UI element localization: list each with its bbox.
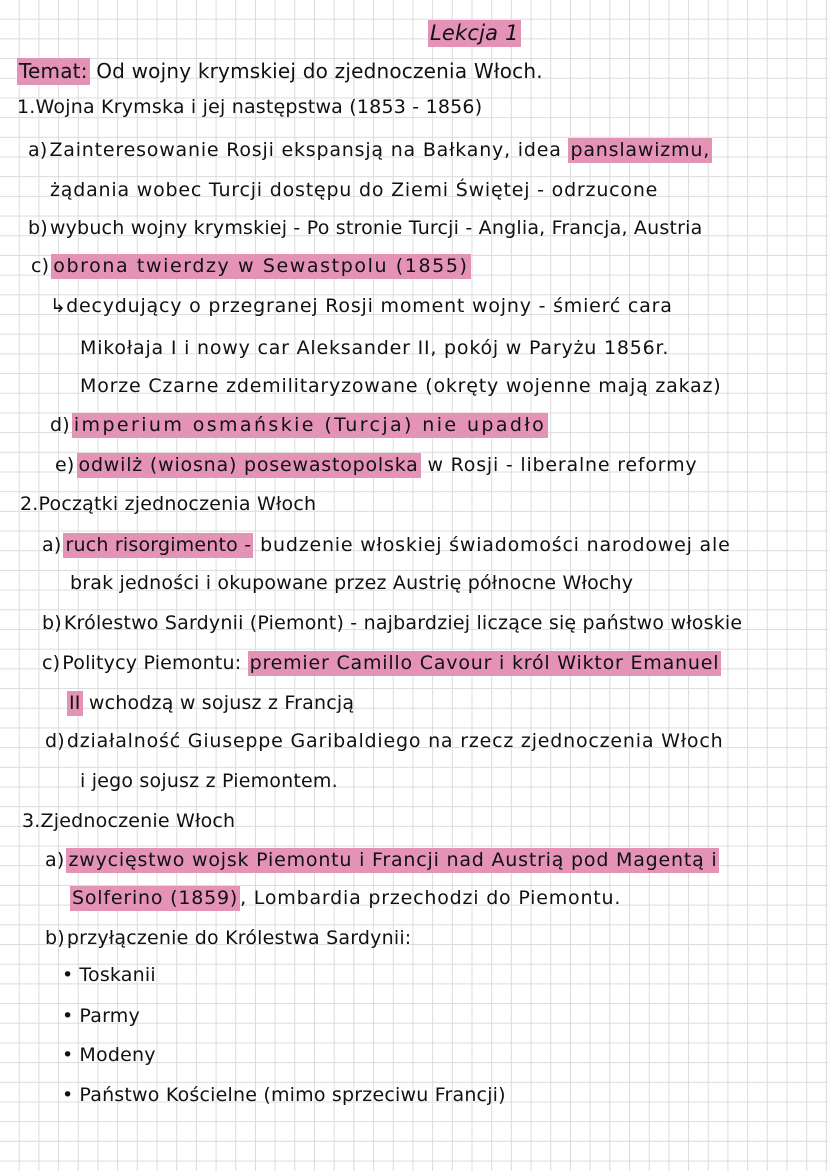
bullet-text: Państwo Kościelne (mimo sprzeciwu Francji) [79, 1084, 506, 1106]
section-3-heading: 3.Zjednoczenie Włoch [22, 810, 236, 832]
item-prefix: a) [45, 849, 65, 871]
item-highlight: premier Camillo Cavour i król Wiktor Emanuel [249, 652, 720, 674]
bullet-item [62, 962, 156, 990]
bullet-icon: • [62, 1084, 74, 1106]
bullet-item [62, 1082, 506, 1110]
item-highlight: ruch risorgimento - [65, 534, 252, 556]
section-1-item-e [55, 452, 697, 480]
item-prefix: a) [42, 534, 62, 556]
item-highlight: odwilż (wiosna) posewastopolska [78, 454, 419, 476]
sub-text: decydujący o przegranej Rosji moment wojny - śmierć cara [66, 295, 673, 317]
item-highlight: Solferino (1859) [72, 887, 239, 909]
section-1-item-c-sub-2: Mikołaja I i nowy car Aleksander II, pokój w Paryżu 1856r. [80, 337, 670, 359]
item-highlight: imperium osmańskie (Turcja) nie upadło [73, 414, 547, 436]
lesson-title [428, 20, 521, 48]
bullet-item [62, 1042, 156, 1070]
section-2-item-b [42, 610, 742, 638]
bullet-text: Parmy [79, 1005, 140, 1027]
topic-label: Temat: [19, 59, 88, 83]
section-3-item-b [45, 925, 411, 953]
bullet-icon: • [62, 964, 74, 986]
item-highlight: panslawizmu, [570, 139, 711, 161]
item-text: Politycy Piemontu: [62, 652, 248, 674]
lesson-title-highlight: Lekcja 1 [430, 21, 519, 45]
item-prefix: b) [28, 217, 48, 239]
arrow-icon: ↳ [50, 295, 67, 317]
item-highlight: zwycięstwo wojsk Piemontu i Francji nad Austrią pod Magentą i [68, 849, 718, 871]
item-prefix: e) [55, 454, 75, 476]
section-1-item-b [28, 215, 702, 243]
bullet-text: Toskanii [79, 964, 156, 986]
section-3-item-a-continuation [70, 885, 621, 913]
section-1-item-c [31, 253, 471, 281]
topic-line [17, 58, 543, 86]
item-highlight: obrona twierdzy w Sewastpolu (1855) [53, 255, 469, 277]
bullet-icon: • [62, 1044, 74, 1066]
item-prefix: d) [45, 730, 65, 752]
item-text: wchodzą w sojusz z Francją [82, 692, 355, 714]
item-prefix: c) [42, 652, 61, 674]
item-prefix: a) [28, 139, 48, 161]
section-1-item-a [28, 137, 712, 165]
section-2-item-c [42, 650, 721, 678]
section-2-item-a [42, 532, 731, 560]
bullet-item [62, 1003, 140, 1031]
section-1-heading: 1.Wojna Krymska i jej następstwa (1853 - 1856) [17, 96, 483, 118]
item-prefix: c) [31, 255, 50, 277]
bullet-icon: • [62, 1005, 74, 1027]
item-text: wybuch wojny krymskiej - Po stronie Turcji - Anglia, Francja, Austria [49, 217, 703, 239]
item-text: działalność Giuseppe Garibaldiego na rzecz zjednoczenia Włoch [66, 730, 724, 752]
section-1-item-d [50, 412, 548, 440]
section-2-item-a-continuation: brak jedności i okupowane przez Austrię północne Włochy [70, 572, 634, 594]
section-2-item-d [45, 728, 723, 756]
item-prefix: b) [42, 612, 62, 634]
section-1-item-a-continuation: żądania wobec Turcji dostępu do Ziemi Świętej - odrzucone [50, 179, 659, 201]
section-2-item-c-continuation [67, 690, 354, 718]
item-text: przyłączenie do Królestwa Sardynii: [66, 927, 412, 949]
section-2-item-d-continuation: i jego sojusz z Piemontem. [80, 770, 338, 792]
section-3-item-a [45, 847, 719, 875]
topic-text: Od wojny krymskiej do zjednoczenia Włoch. [89, 59, 543, 83]
item-text: Zainteresowanie Rosji ekspansją na Bałkany, idea [49, 139, 569, 161]
item-prefix: b) [45, 927, 65, 949]
item-text: , Lombardia przechodzi do Piemontu. [240, 887, 622, 909]
item-text: w Rosji - liberalne reformy [420, 454, 698, 476]
item-text: Królestwo Sardynii (Piemont) - najbardziej liczące się państwo włoskie [63, 612, 743, 634]
bullet-text: Modeny [79, 1044, 156, 1066]
section-1-item-c-sub-1 [50, 293, 673, 321]
item-text: budzenie włoskiej świadomości narodowej ale [253, 534, 731, 556]
section-2-heading: 2.Początki zjednoczenia Włoch [20, 493, 317, 515]
section-1-item-c-sub-3: Morze Czarne zdemilitaryzowane (okręty wojenne mają zakaz) [80, 375, 722, 397]
roman-numeral-highlight: II [69, 692, 81, 714]
item-prefix: d) [50, 414, 70, 436]
